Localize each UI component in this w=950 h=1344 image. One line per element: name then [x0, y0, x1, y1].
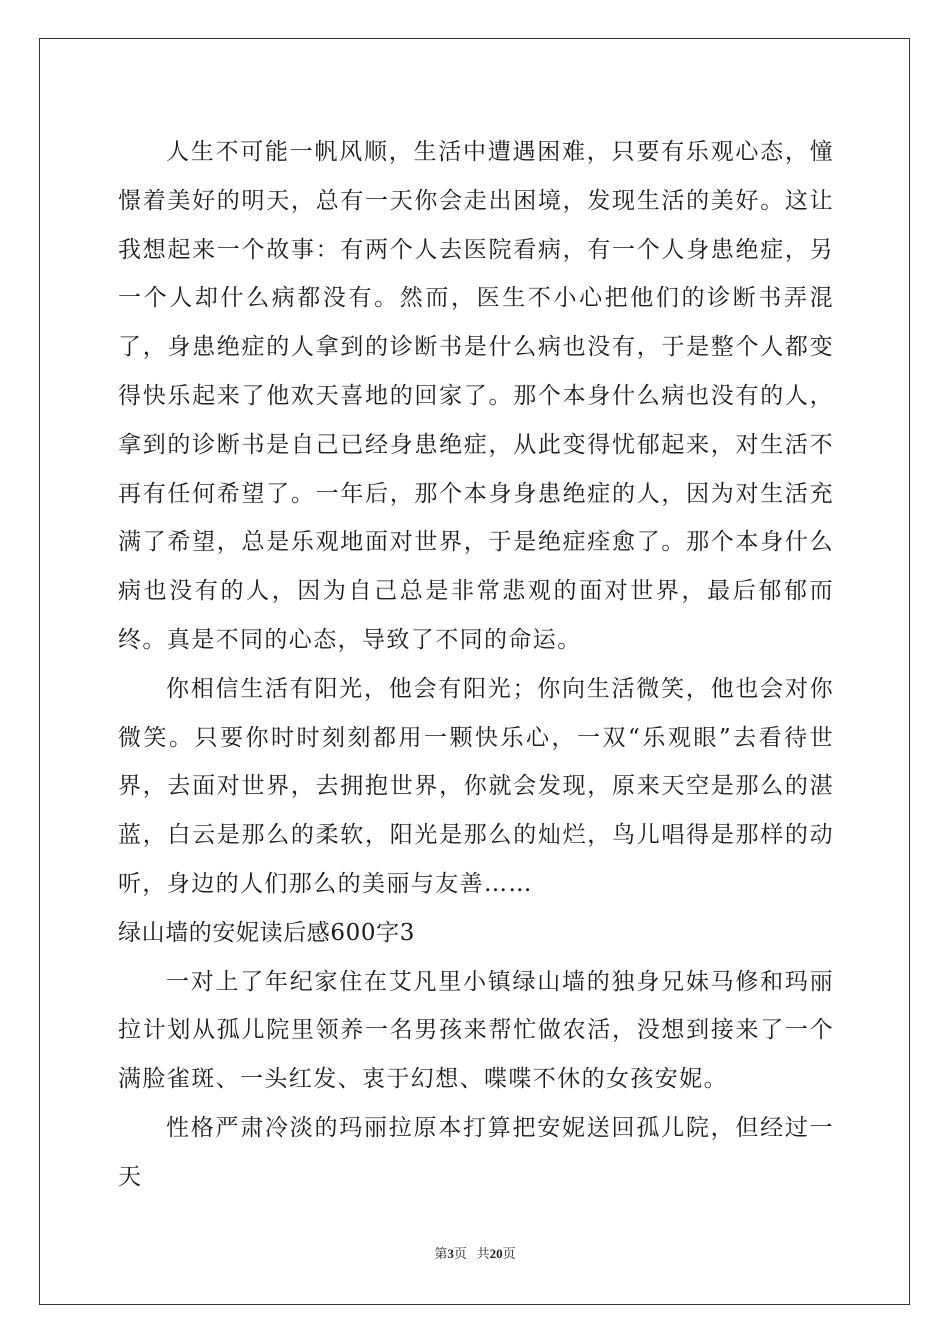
section-heading: 绿山墙的安妮读后感600字3	[118, 919, 415, 946]
footer-page-number: 3	[447, 1246, 454, 1261]
paragraph-anne-intro: 一对上了年纪家住在艾凡里小镇绿山墙的独身兄妹马修和玛丽拉计划从孤儿院里领养一名男孩来帮忙做农活，没想到接来了一个满脸雀斑、一头红发、衷于幻想、喋喋不休的女孩安妮。	[118, 968, 834, 1093]
footer-page-prefix: 第	[434, 1246, 448, 1261]
paragraph-optimism-story: 人生不可能一帆风顺，生活中遭遇困难，只要有乐观心态，憧憬着美好的明天，总有一天你会走出困境，发现生活的美好。这让我想起来一个故事：有两个人去医院看病，有一个人身患绝症，另一个人却什么病都没有。然而，医生不小心把他们的诊断书弄混了，身患绝症的人拿到的诊断书是什么病也没有，于是整个人都变得快乐起来了他欢天喜地的回家了。那个本身什么病也没有的人，拿到的诊断书是自己已经身患绝症，从此变得忧郁起来，对生活不再有任何希望了。一年后，那个本身身患绝症的人，因为对生活充满了希望，总是乐观地面对世界，于是绝症痊愈了。那个本身什么病也没有的人，因为自己总是非常悲观的面对世界，最后郁郁而终。真是不同的心态，导致了不同的命运。	[118, 139, 834, 653]
footer-total-unit: 页	[502, 1246, 516, 1261]
paragraph-marilla: 性格严肃冷淡的玛丽拉原本打算把安妮送回孤儿院，但经过一天	[118, 1114, 834, 1190]
footer-total-prefix: 共	[476, 1246, 490, 1261]
document-body	[118, 128, 834, 1202]
footer-total-pages: 20	[489, 1246, 503, 1261]
paragraph-sunshine-smile: 你相信生活有阳光，他会有阳光；你向生活微笑，他也会对你微笑。只要你时时刻刻都用一颗快乐心，一双“乐观眼”去看待世界，去面对世界，去拥抱世界，你就会发现，原来天空是那么的湛蓝，白云是那么的柔软，阳光是那么的灿烂，鸟儿唱得是那样的动听，身边的人们那么的美丽与友善……	[118, 675, 834, 897]
page-footer	[0, 1243, 950, 1262]
footer-page-unit: 页	[453, 1246, 467, 1261]
